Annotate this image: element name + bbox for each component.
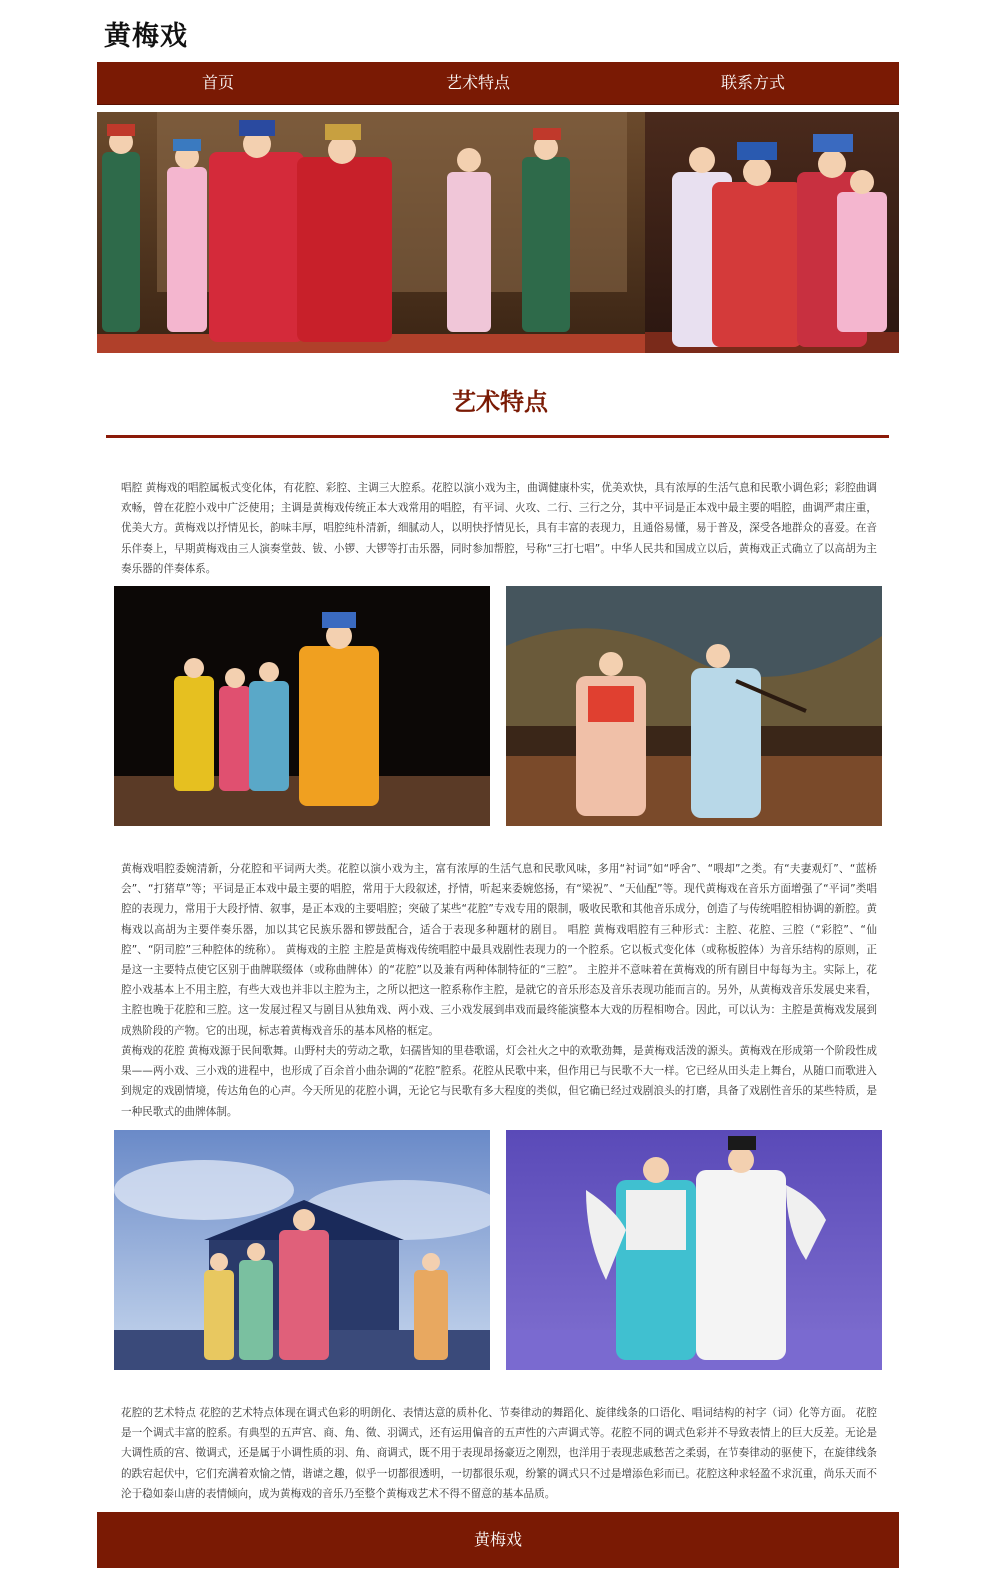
paragraph-flower-tune-features: 花腔的艺术特点 花腔的艺术特点体现在调式色彩的明朗化、表情达意的质朴化、节奏律动的舞蹈化、旋律线条的口语化、唱词结构的衬字（词）化等方面。 花腔是一个调式丰富的腔系。有典型的五声宫、商、角、徵、羽调式，还有运用偏音的五声性的六声调式等。花腔不同的调式色彩并不导致表情上的巨大反差。无论是大调性质的宫、徵调式，还是属于小调性质的羽、角、商调式，既不用于表现昂扬豪迈之刚烈，也洋用于表现悲戚愁苦之柔弱，在节奏律动的驱使下，在旋律线条的跌宕起伏中，它们充满着欢愉之情，谐谑之趣，似乎一切都很透明，一切都很乐观，纷繁的调式只不过是增添色彩而已。花腔这种求轻盈不求沉重，尚乐天而不沦于稳如泰山唐的表情倾向，成为黄梅戏的音乐乃至整个黄梅戏艺术不得不留意的基本品质。 bbox=[121, 1407, 877, 1500]
photo-stage-costumes bbox=[114, 586, 490, 826]
section-title: 艺术特点 bbox=[452, 388, 548, 416]
photo-duet-performance bbox=[506, 586, 882, 826]
main-nav bbox=[97, 62, 899, 105]
banner-image bbox=[97, 112, 899, 353]
site-title: 黄梅戏 bbox=[104, 21, 188, 52]
nav-item-home[interactable]: 首页 bbox=[201, 73, 234, 92]
photo-couple-scene bbox=[506, 1130, 882, 1370]
footer: 黄梅戏 bbox=[97, 1512, 899, 1568]
photo-palace-scene bbox=[114, 1130, 490, 1370]
paragraph-singing: 唱腔 黄梅戏的唱腔属板式变化体，有花腔、彩腔、主调三大腔系。花腔以演小戏为主，曲调健康朴实，优美欢快，具有浓厚的生活气息和民歌小调色彩；彩腔曲调欢畅，曾在花腔小戏中广泛使用；主调是黄梅戏传统正本大戏常用的唱腔，有平词、火攻、二行、三行之分，其中平词是正本戏中最主要的唱腔，曲调严肃庄重，优美大方。黄梅戏以抒情见长，韵味丰厚，唱腔纯朴清新，细腻动人，以明快抒情见长，具有丰富的表现力，且通俗易懂，易于普及，深受各地群众的喜爱。在音乐伴奏上，早期黄梅戏由三人演奏堂鼓、钹、小锣、大锣等打击乐器，同时参加帮腔，号称“三打七唱”。中华人民共和国成立以后，黄梅戏正式确立了以高胡为主奏乐器的伴奏体系。 bbox=[121, 482, 877, 575]
paragraph-singing-styles: 黄梅戏唱腔委婉清新，分花腔和平词两大类。花腔以演小戏为主，富有浓厚的生活气息和民歌风味，多用“衬词”如“呼舍”、“喂却”之类。有“夫妻观灯”、“蓝桥会”、“打猪草”等；平词是正本戏中最主要的唱腔，常用于大段叙述，抒情，听起来委婉悠扬，有“梁祝”、“天仙配”等。现代黄梅戏在音乐方面增强了“平词”类唱腔的表现力，常用于大段抒情、叙事，是正本戏的主要唱腔；突破了某些“花腔”专戏专用的限制，吸收民歌和其他音乐成分，创造了与传统唱腔相协调的新腔。黄梅戏以高胡为主要伴奏乐器，加以其它民族乐器和锣鼓配合，适合于表现多种题材的剧目。 唱腔 黄梅戏唱腔有三种形式：主腔、花腔、三腔（“彩腔”、“仙腔”、“阴司腔”三种腔体的统称）。 黄梅戏的主腔 主腔是黄梅戏传统唱腔中最具戏剧性表现力的一个腔系。它以板式变化体（或称板腔体）为音乐结构的原则，正是这一主要特点使它区别于曲牌联缀体（或称曲牌体）的“花腔”以及兼有两种体制特征的“三腔”。 主腔并不意味着在黄梅戏的所有剧目中每每为主。实际上，花腔小戏基本上不用主腔，有些大戏也并非以主腔为主，之所以把这一腔系称作主腔，是就它的音乐形态及音乐表现功能而言的。另外，从黄梅戏音乐发展史来看，主腔也晚于花腔和三腔。这一发展过程又与剧目从独角戏、两小戏、三小戏发展到串戏而最终能演整本大戏的历程相吻合。因此，可以认为：主腔是黄梅戏发展到成熟阶段的产物。它的出现，标志着黄梅戏音乐的基本风格的框定。 bbox=[121, 863, 877, 1037]
section-divider bbox=[106, 435, 889, 438]
nav-item-art-features[interactable]: 艺术特点 bbox=[445, 73, 510, 92]
paragraph-flower-tune: 黄梅戏的花腔 黄梅戏源于民间歌舞。山野村夫的劳动之歌，妇孺皆知的里巷歌谣，灯会社火之中的欢歌劲舞，是黄梅戏活泼的源头。黄梅戏在形成第一个阶段性成果——两小戏、三小戏的进程中，也形成了百余首小曲杂调的“花腔”腔系。花腔从民歌中来，但作用已与民歌不大一样。它已经从田头走上舞台，从随口而歌进入到规定的戏剧情境，传达角色的心声。今天所见的花腔小调，无论它与民歌有多大程度的类似，但它确已经过戏剧浪头的打磨，具备了戏剧性音乐的某些特质，是一种民歌式的曲牌体制。 bbox=[121, 1045, 877, 1118]
nav-item-contact[interactable]: 联系方式 bbox=[720, 73, 785, 92]
